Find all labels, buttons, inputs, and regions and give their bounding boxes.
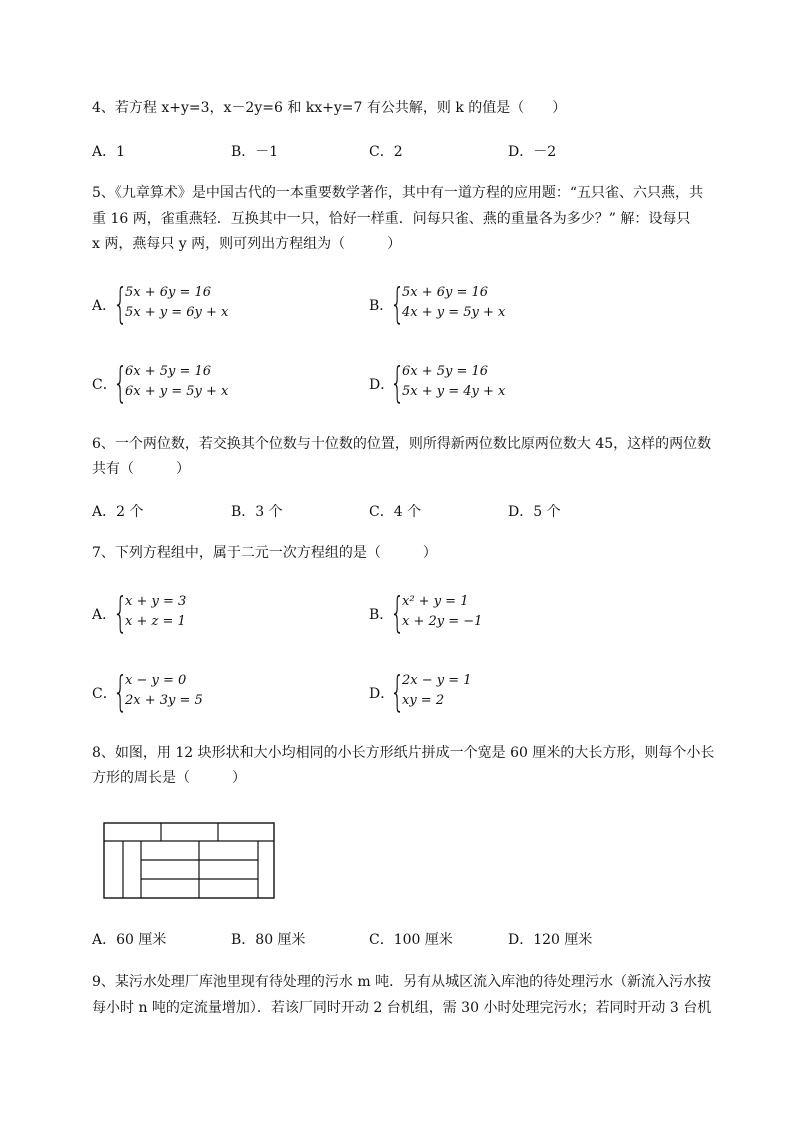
- q6-option-b[interactable]: B．3 个: [231, 504, 283, 520]
- option-label: A．: [92, 607, 117, 623]
- option-label: D．: [369, 686, 395, 702]
- equation-1: x − y = 0: [125, 673, 187, 688]
- option-label: C．: [92, 377, 117, 393]
- q4-option-a[interactable]: A．1: [92, 144, 126, 160]
- option-label: B．: [369, 607, 394, 623]
- equation-1: 6x + 5y = 16: [125, 364, 212, 379]
- q4-option-c[interactable]: C．2: [369, 144, 403, 160]
- equation-2: 2x + 3y = 5: [125, 693, 203, 708]
- q4-option-b[interactable]: B．－1: [231, 144, 279, 160]
- q9-stem-line-2: 每小时 n 吨的定流量增加）．若该厂同时开动 2 台机组，需 30 小时处理完污水；若同时开动 3 台机: [92, 1000, 712, 1016]
- option-label: B．: [369, 298, 394, 314]
- q8-option-d[interactable]: D．120 厘米: [508, 932, 593, 948]
- brace-icon: {: [390, 279, 405, 328]
- equation-1: 2x − y = 1: [402, 673, 472, 688]
- equation-1: 5x + 6y = 16: [125, 285, 212, 300]
- equation-2: 6x + y = 5y + x: [125, 384, 229, 399]
- brace-icon: {: [113, 358, 128, 407]
- option-label: D．: [369, 377, 395, 393]
- brace-icon: {: [113, 588, 128, 637]
- brace-icon: {: [390, 358, 405, 407]
- q6-option-d[interactable]: D．5 个: [508, 504, 561, 520]
- q7-stem: 7、下列方程组中，属于二元一次方程组的是（ ）: [92, 545, 437, 561]
- q8-option-c[interactable]: C．100 厘米: [369, 932, 453, 948]
- equation-2: x + z = 1: [125, 614, 186, 629]
- q8-option-b[interactable]: B．80 厘米: [231, 932, 306, 948]
- q6-stem-line-2: 共有（ ）: [92, 461, 190, 477]
- equation-1: 5x + 6y = 16: [402, 285, 489, 300]
- equation-2: 5x + y = 6y + x: [125, 305, 229, 320]
- q5-stem-line-2: 重 16 两，雀重燕轻．互换其中一只，恰好一样重．问每只雀、燕的重量各为多少？” 解：设每只: [92, 211, 691, 227]
- brace-icon: {: [113, 667, 128, 716]
- brace-icon: {: [113, 279, 128, 328]
- equation-1: x + y = 3: [125, 594, 187, 609]
- brace-icon: {: [390, 588, 405, 637]
- q6-stem-line-1: 6、一个两位数，若交换其个位数与十位数的位置，则所得新两位数比原两位数大 45，这样的两位数: [92, 436, 712, 452]
- q5-stem-line-3: x 两，燕每只 y 两，则可列出方程组为（ ）: [92, 236, 402, 252]
- equation-2: xy = 2: [402, 693, 445, 708]
- q8-stem-line-2: 方形的周长是（ ）: [92, 770, 246, 786]
- q4-option-d[interactable]: D．－2: [508, 144, 557, 160]
- q9-stem-line-1: 9、某污水处理厂库池里现有待处理的污水 m 吨．另有从城区流入库池的待处理污水（新流入污水按: [92, 974, 712, 990]
- q6-option-a[interactable]: A．2 个: [92, 504, 144, 520]
- q8-option-a[interactable]: A．60 厘米: [92, 932, 167, 948]
- brace-icon: {: [390, 667, 405, 716]
- rectangle-tiling-diagram: [103, 822, 277, 901]
- equation-2: x + 2y = −1: [402, 614, 483, 629]
- q5-stem-line-1: 5、《九章算术》是中国古代的一本重要数学著作，其中有一道方程的应用题：“五只雀、六只燕，共: [92, 185, 704, 201]
- q8-stem-line-1: 8、如图，用 12 块形状和大小均相同的小长方形纸片拼成一个宽是 60 厘米的大长方形，则每个小长: [92, 745, 715, 761]
- equation-2: 5x + y = 4y + x: [402, 384, 506, 399]
- equation-1: x² + y = 1: [402, 594, 469, 609]
- option-label: A．: [92, 298, 117, 314]
- q4-stem: 4、若方程 x+y=3，x－2y=6 和 kx+y=7 有公共解，则 k 的值是（ ）: [92, 100, 567, 116]
- q6-option-c[interactable]: C．4 个: [369, 504, 422, 520]
- equation-2: 4x + y = 5y + x: [402, 305, 506, 320]
- option-label: C．: [92, 686, 117, 702]
- equation-1: 6x + 5y = 16: [402, 364, 489, 379]
